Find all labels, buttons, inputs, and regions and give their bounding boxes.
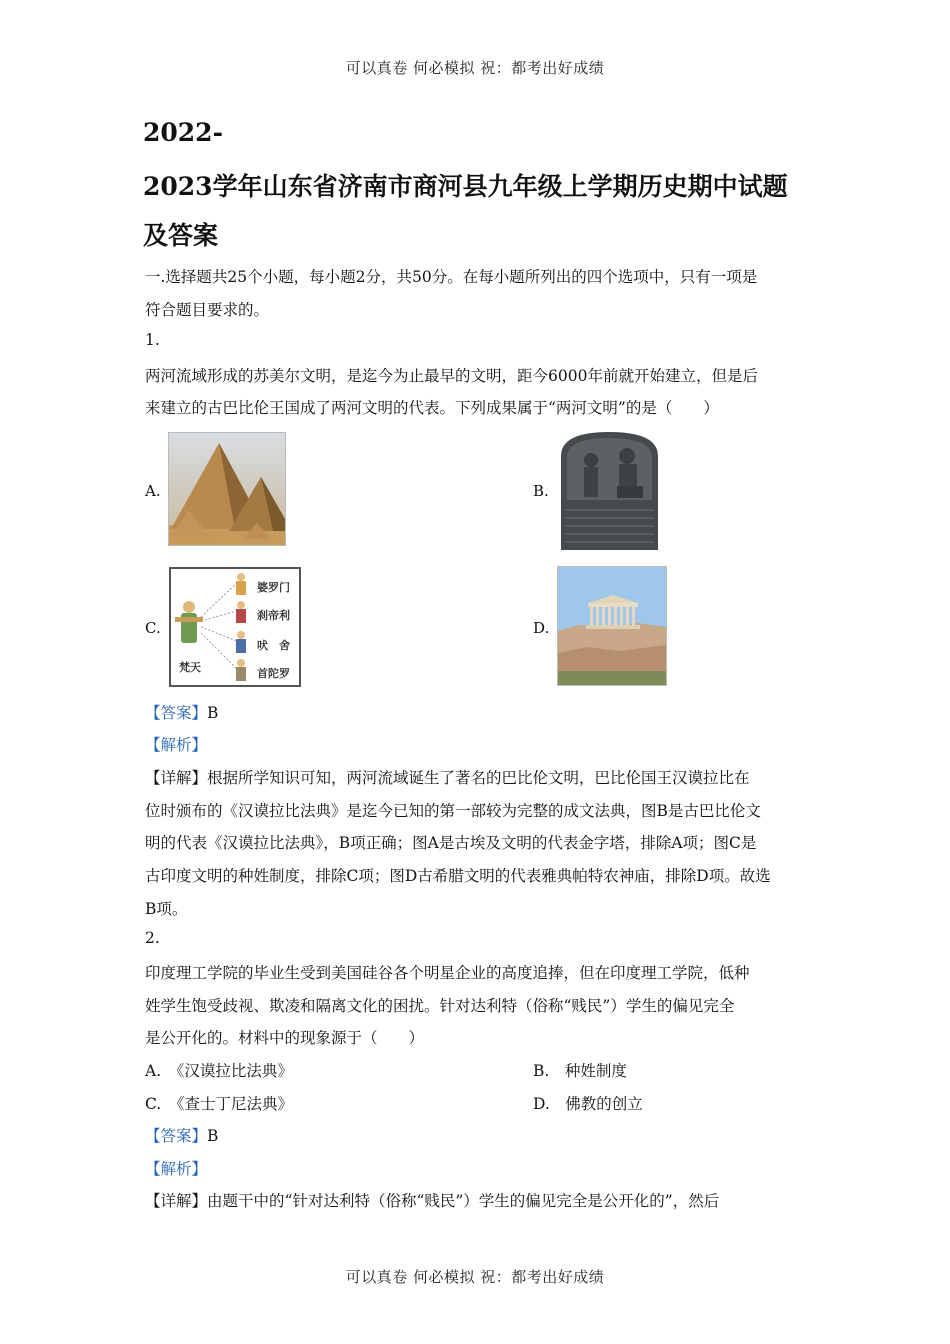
q2-answer-value: B <box>207 1127 219 1145</box>
q1-detail-2: 位时颁布的《汉谟拉比法典》是迄今已知的第一部较为完整的成文法典，图B是古巴比伦文 <box>145 802 761 820</box>
q1-detail-tag: 【详解】 <box>145 769 208 787</box>
doc-title-line-2: 2023学年山东省济南市商河县九年级上学期历史期中试题 <box>143 172 788 201</box>
section-instruction-1: 一.选择题共25个小题，每小题2分，共50分。在每小题所列出的四个选项中，只有一项是 <box>145 268 758 286</box>
q2-detail-text: 由题干中的“针对达利特（俗称“贱民”）学生的偏见完全是公开化的”，然后 <box>207 1192 720 1210</box>
parthenon-image <box>557 566 667 686</box>
q1-stem-2: 来建立的古巴比伦王国成了两河文明的代表。下列成果属于“两河文明”的是（ ） <box>145 399 719 417</box>
q2-detail-tag: 【详解】 <box>145 1192 208 1210</box>
q2-option-b: B. 种姓制度 <box>533 1062 627 1080</box>
caste-label-vaishya: 吠 舍 <box>257 639 290 652</box>
caste-god-label: 梵天 <box>179 661 201 674</box>
q1-stem-1: 两河流域形成的苏美尔文明，是迄今为止最早的文明，距今6000年前就开始建立，但是后 <box>145 367 758 385</box>
caste-label-shudra: 首陀罗 <box>257 667 290 680</box>
q1-option-c-label: C. <box>145 619 161 637</box>
q2-stem-2: 姓学生饱受歧视、欺凌和隔离文化的困扰。针对达利特（俗称“贱民”）学生的偏见完全 <box>145 997 735 1015</box>
q1-answer-tag: 【答案】 <box>145 704 208 722</box>
q1-option-d-label: D. <box>533 619 550 637</box>
q2-stem-3: 是公开化的。材料中的现象源于（ ） <box>145 1029 425 1047</box>
hammurabi-stele-image <box>557 430 662 550</box>
doc-title-line-1: 2022- <box>143 118 223 147</box>
caste-label-brahmin: 婆罗门 <box>257 581 290 594</box>
q1-detail-1 <box>145 766 750 788</box>
q1-detail-text-1: 根据所学知识可知，两河流域诞生了著名的巴比伦文明，巴比伦国王汉谟拉比在 <box>207 769 750 787</box>
q2-answer-tag: 【答案】 <box>145 1127 208 1145</box>
q1-detail-3: 明的代表《汉谟拉比法典》，B项正确；图A是古埃及文明的代表金字塔，排除A项；图C是 <box>145 834 757 852</box>
q1-option-a-label: A. <box>145 482 161 500</box>
caste-system-diagram <box>169 567 301 687</box>
q1-answer-value: B <box>207 704 219 722</box>
doc-title-line-3: 及答案 <box>143 221 219 250</box>
q1-number: 1. <box>145 331 160 349</box>
q1-detail-5: B项。 <box>145 900 188 918</box>
q1-detail-4: 古印度文明的种姓制度，排除C项；图D古希腊文明的代表雅典帕特农神庙，排除D项。故选 <box>145 867 771 885</box>
page-footer: 可以真卷 何必模拟 祝：都考出好成绩 <box>345 1268 605 1286</box>
q2-detail <box>145 1189 719 1211</box>
q1-analysis-tag: 【解析】 <box>145 736 208 754</box>
page-header: 可以真卷 何必模拟 祝：都考出好成绩 <box>345 59 605 77</box>
q1-option-b-label: B. <box>533 482 549 500</box>
q2-stem-1: 印度理工学院的毕业生受到美国硅谷各个明星企业的高度追捧，但在印度理工学院，低种 <box>145 964 750 982</box>
section-instruction-2: 符合题目要求的。 <box>145 301 270 319</box>
q2-analysis-tag: 【解析】 <box>145 1160 208 1178</box>
q2-option-a: A. 《汉谟拉比法典》 <box>145 1062 293 1080</box>
pyramids-image <box>168 432 286 546</box>
q2-option-d: D. 佛教的创立 <box>533 1095 643 1113</box>
q2-number: 2. <box>145 929 160 947</box>
q2-option-c: C. 《查士丁尼法典》 <box>145 1095 293 1113</box>
q2-answer <box>145 1124 218 1146</box>
q1-answer <box>145 701 218 723</box>
caste-label-kshatriya: 刹帝利 <box>257 609 290 622</box>
